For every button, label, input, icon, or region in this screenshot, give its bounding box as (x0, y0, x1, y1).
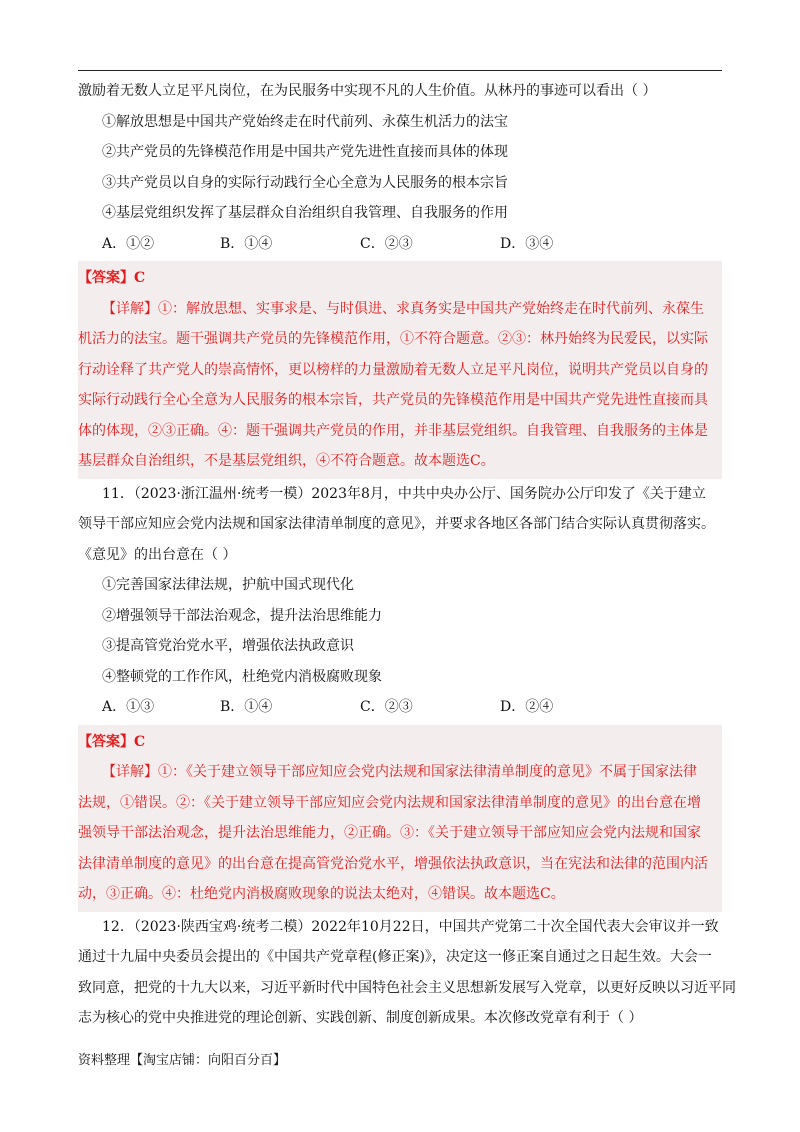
q11-choice-d: D．②④ (500, 699, 554, 715)
q10-expl-line: 【详解】①：解放思想、实事求是、与时俱进、求真务实是中国共产党始终走在时代前列、永葆生 (102, 300, 704, 317)
q11-expl-line: 【详解】①：《关于建立领导干部应知应会党内法规和国家法律清单制度的意见》不属于国家法律 (102, 764, 697, 780)
q10-choice-b: B．①④ (220, 235, 273, 252)
q10-explanation (78, 294, 722, 477)
page-footer: 资料整理【淘宝店铺：向阳百分百】 (78, 1053, 287, 1068)
q12-stem-line: 志为核心的党中央推进党的理论创新、实践创新、制度创新成果。本次修改党章有利于（ ） (78, 1010, 643, 1026)
q11-stem-line: 领导干部应知应会党内法规和国家法律清单制度的意见》，并要求各地区各部门结合实际认真贯彻落实。 (78, 516, 715, 532)
q11-answer-block (78, 725, 722, 912)
q11-item-4: ④整顿党的工作作风，杜绝党内消极腐败现象 (102, 668, 382, 685)
q10-expl-line: 行动诠释了共产党人的崇高情怀，更以榜样的力量激励着无数人立足平凡岗位，说明共产党员以自身的 (78, 361, 708, 378)
page-content (78, 76, 736, 1034)
q10-item-4: ④基层党组织发挥了基层群众自治组织自我管理、自我服务的作用 (102, 205, 508, 221)
q11-stem-line: 11．（2023·浙江温州·统考一模）2023年8月，中共中央办公厅、国务院办公厅印发了《关于建立 (102, 485, 706, 502)
q11-choice-a: A．①③ (102, 699, 155, 715)
header-rule (78, 70, 722, 71)
q10-answer: 【答案】C (78, 270, 146, 286)
q10-choice-a: A．①② (102, 235, 155, 252)
q11-choice-c: C．②③ (360, 699, 413, 715)
q12-stem-line: 通过十九届中央委员会提出的《中国共产党章程(修正案)》，决定这一修正案自通过之日起生效。大会一 (78, 949, 712, 965)
q11-answer: 【答案】C (78, 733, 146, 750)
q10-item-2: ②共产党员的先锋模范作用是中国共产党先进性直接而具体的体现 (102, 144, 508, 160)
q10-choices (78, 229, 722, 260)
q10-item-3: ③共产党员以自身的实际行动践行全心全意为人民服务的根本宗旨 (102, 174, 508, 191)
q11-choices (78, 692, 722, 723)
q10-choice-c: C．②③ (360, 235, 413, 252)
q10-expl-line: 实际行动践行全心全意为人民服务的根本宗旨，共产党员的先锋模范作用是中国共产党先进性直接而具 (78, 392, 708, 408)
q10-answer-block (78, 261, 722, 479)
q11-explanation (78, 757, 722, 910)
q10-expl-line: 基层群众自治组织，不是基层党组织，④不符合题意。故本题选C。 (78, 453, 495, 469)
q11-stem-line: 《意见》的出台意在（ ） (78, 546, 237, 563)
q10-item-1: ①解放思想是中国共产党始终走在时代前列、永葆生机活力的法宝 (102, 113, 508, 130)
q12-stem-line: 12．（2023·陕西宝鸡·统考二模）2022年10月22日，中国共产党第二十次全国代表大会审议并一致 (102, 918, 719, 935)
q11-item-2: ②增强领导干部法治观念，提升法治思维能力 (102, 607, 382, 624)
q11-expl-line: 法规，①错误。②：《关于建立领导干部应知应会党内法规和国家法律清单制度的意见》的出台意在增 (78, 794, 701, 811)
q10-stem-end: 激励着无数人立足平凡岗位，在为民服务中实现不凡的人生价值。从林丹的事迹可以看出（ ） (78, 83, 657, 99)
q12-stem-line: 致同意，把党的十九大以来，习近平新时代中国特色社会主义思想新发展写入党章，以更好反映以习近平同 (78, 979, 736, 996)
q10-choice-d: D．③④ (500, 235, 554, 252)
q11-item-1: ①完善国家法律法规，护航中国式现代化 (102, 577, 354, 593)
q11-item-3: ③提高管党治党水平，增强依法执政意识 (102, 638, 354, 654)
q11-expl-line: 强领导干部法治观念，提升法治思维能力，②正确。③：《关于建立领导干部应知应会党内法规和国家 (78, 825, 701, 841)
q10-expl-line: 体的体现，②③正确。④：题干强调共产党员的作用，并非基层党组织。自我管理、自我服务的主体是 (78, 422, 708, 439)
q11-choice-b: B．①④ (220, 699, 273, 715)
q11-expl-line: 动，③正确。④：杜绝党内消极腐败现象的说法太绝对，④错误。故本题选C。 (78, 886, 565, 902)
q11-expl-line: 法律清单制度的意见》的出台意在提高管党治党水平，增强依法执政意识，当在宪法和法律的范围内活 (78, 855, 708, 872)
q10-expl-line: 机活力的法宝。题干强调共产党员的先锋模范作用，①不符合题意。②③：林丹始终为民爱民，以实际 (78, 331, 708, 347)
